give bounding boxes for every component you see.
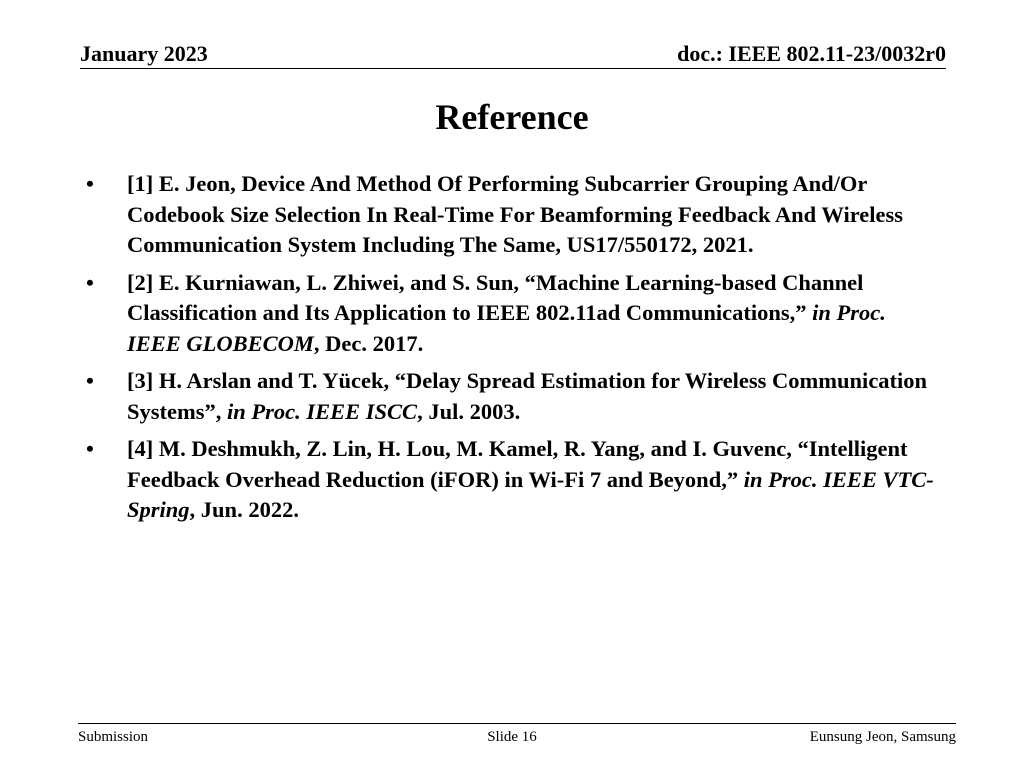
reference-text: [2] E. Kurniawan, L. Zhiwei, and S. Sun, “Machine Learning-based Channel Classification and Its Application to IEEE 802.11ad Communications,” xyxy=(127,269,864,325)
footer-divider xyxy=(78,723,956,724)
bullet-icon: • xyxy=(86,269,94,295)
header-doc-id: doc.: IEEE 802.11-23/0032r0 xyxy=(677,41,946,66)
footer-slide-number: Slide 16 xyxy=(487,729,537,745)
bullet-icon: • xyxy=(86,368,94,393)
reference-item-3 xyxy=(80,366,944,427)
bullet-icon: • xyxy=(86,436,94,461)
reference-venue: in Proc. IEEE VTC-Spring xyxy=(127,466,934,522)
reference-date: , Dec. 2017. xyxy=(313,330,424,356)
reference-item-4 xyxy=(80,434,944,526)
footer-submission: Submission xyxy=(78,729,149,745)
reference-venue: in Proc. IEEE ISCC xyxy=(227,398,418,424)
reference-date: , Jul. 2003. xyxy=(417,398,521,424)
bullet-icon: • xyxy=(86,171,94,196)
header-date: January 2023 xyxy=(80,41,208,66)
footer-author: Eunsung Jeon, Samsung xyxy=(809,729,956,745)
reference-text: [1] E. Jeon, Device And Method Of Performing Subcarrier Grouping And/Or Codebook Size Selection In Real-Time For Beamforming Feedback And Wireless Communication System Including The Same, US17/550172, 2021. xyxy=(127,171,904,257)
reference-item-1 xyxy=(80,169,944,261)
reference-list xyxy=(80,169,944,533)
reference-text: [4] M. Deshmukh, Z. Lin, H. Lou, M. Kamel, R. Yang, and I. Guvenc, “Intelligent Feedback Overhead Reduction (iFOR) in Wi-Fi 7 and Beyond,” xyxy=(127,436,908,492)
reference-item-2 xyxy=(80,268,944,360)
reference-venue: in Proc. IEEE GLOBECOM xyxy=(127,300,886,356)
slide-title: Reference xyxy=(435,97,589,137)
slide-header xyxy=(80,41,946,69)
reference-date: , Jun. 2022. xyxy=(189,497,299,522)
reference-text: [3] H. Arslan and T. Yücek, “Delay Spread Estimation for Wireless Communication Systems”, xyxy=(127,368,928,424)
